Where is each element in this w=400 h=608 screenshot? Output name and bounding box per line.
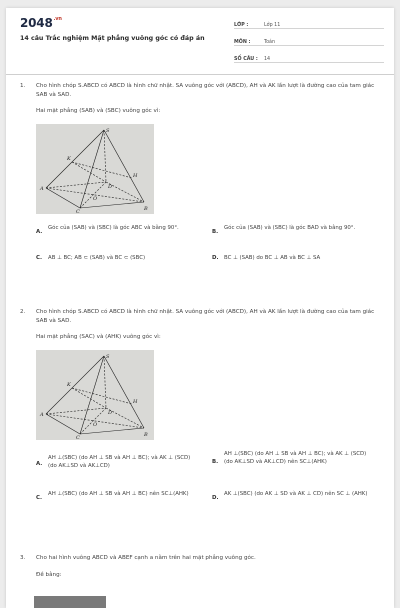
- question-prompt: Hai mặt phẳng (SAC) và (AHK) vuông góc vì:: [36, 334, 161, 340]
- question-stem: Cho hình chóp S.ABCD có ABCD là hình chữ nhật. SA vuông góc với (ABCD), AH và AK lần lượt là đường cao của tam giác SAB và SAD.: [36, 309, 375, 324]
- question-prompt: Đề bằng:: [36, 571, 62, 578]
- document-header: [6, 8, 394, 75]
- svg-text:K: K: [67, 381, 71, 388]
- svg-text:B: B: [144, 205, 148, 212]
- question-prompt: Hai mặt phẳng (SAB) và (SBC) vuông góc vì:: [36, 108, 161, 114]
- svg-text:O: O: [93, 421, 98, 428]
- option-b[interactable]: B. Góc của (SAB) và (SBC) là góc BAD và bằng 90°.: [212, 224, 356, 235]
- svg-text:D: D: [108, 183, 113, 190]
- figure-image-partial: [34, 596, 106, 608]
- svg-text:H: H: [133, 172, 138, 179]
- site-logo[interactable]: $2048^{.vn}$: [20, 16, 62, 30]
- document-page: [6, 8, 394, 608]
- pyramid-figure: [36, 124, 154, 214]
- svg-text:A: A: [40, 185, 44, 192]
- svg-text:C: C: [76, 434, 80, 440]
- svg-text:O: O: [93, 195, 98, 202]
- meta-question-count: SỐ CÂU : 14: [234, 50, 384, 63]
- svg-text:S: S: [106, 127, 110, 134]
- options-list: [36, 224, 380, 270]
- question-stem: Cho hai hình vuông ABCD và ABEF cạnh a nằm trên hai mặt phẳng vuông góc.: [36, 555, 256, 561]
- document-title: 14 câu Trắc nghiệm Mặt phẳng vuông góc có đáp án: [20, 35, 205, 42]
- svg-text:B: B: [144, 431, 148, 438]
- svg-text:A: A: [40, 411, 44, 418]
- svg-text:C: C: [76, 208, 80, 214]
- svg-text:S: S: [106, 353, 110, 360]
- option-c[interactable]: C. AH ⊥(SBC) (do AH ⊥ SB và AH ⊥ BC) nên SC⊥(AHK): [36, 490, 189, 501]
- meta-subject: MÔN : Toán: [234, 33, 384, 46]
- svg-text:H: H: [133, 398, 138, 405]
- document-meta: [234, 16, 384, 67]
- option-a[interactable]: A. Góc của (SAB) và (SBC) là góc ABC và bằng 90°.: [36, 224, 179, 235]
- options-list: [36, 450, 380, 516]
- question-stem: Cho hình chóp S.ABCD có ABCD là hình chữ nhật. SA vuông góc với (ABCD), AH và AK lần lượt là đường cao của tam giác SAB và SAD.: [36, 83, 375, 98]
- option-d[interactable]: D. BC ⊥ (SAB) do BC ⊥ AB và BC ⊥ SA: [212, 254, 321, 261]
- option-a[interactable]: A. AH ⊥(SBC) (do AH ⊥ SB và AH ⊥ BC); và AK ⊥ (SCD) (do AK⊥SD và AK⊥CD): [36, 454, 191, 469]
- question-3: 3. Cho hai hình vuông ABCD và ABEF cạnh a nằm trên hai mặt phẳng vuông góc. Đề bằng:: [20, 554, 380, 579]
- option-b[interactable]: B. AH ⊥(SBC) (do AH ⊥ SB và AH ⊥ BC); và AK ⊥ (SCD) (do AK⊥SD và AK⊥CD) nên SC⊥(AHK): [212, 450, 367, 465]
- question-2: 2. Cho hình chóp S.ABCD có ABCD là hình chữ nhật. SA vuông góc với (ABCD), AH và AK lần lượt là đường cao của tam giác SAB và SAD. Hai mặt phẳng (SAC) và (AHK) vuông góc vì: S A C B D K H O A. AH ⊥(SBC) (do AH ⊥ SB và AH ⊥ BC); và AK ⊥ (SCD) (do AK⊥SD và AK⊥CD) B. AH ⊥(SBC) (do AH ⊥ SB và AH ⊥ BC); và AK ⊥ (SCD) (do AK⊥SD và AK⊥CD) nên SC⊥(AHK) C. AH ⊥(SBC) (do AH ⊥ SB và AH ⊥ BC) nên SC⊥(AHK) D. AK ⊥(SBC) (do AK ⊥ SD và AK ⊥ CD) nên SC ⊥ (AHK): [20, 308, 380, 516]
- option-c[interactable]: C. AB ⊥ BC; AB ⊂ (SAB) và BC ⊂ (SBC): [36, 254, 146, 261]
- svg-text:D: D: [108, 409, 113, 416]
- option-d[interactable]: D. AK ⊥(SBC) (do AK ⊥ SD và AK ⊥ CD) nên SC ⊥ (AHK): [212, 490, 368, 501]
- svg-text:K: K: [67, 155, 71, 162]
- pyramid-figure: [36, 350, 154, 440]
- question-1: 1. Cho hình chóp S.ABCD có ABCD là hình chữ nhật. SA vuông góc với (ABCD), AH và AK lần lượt là đường cao của tam giác SAB và SAD. Hai mặt phẳng (SAB) và (SBC) vuông góc vì: S A C B D K H O A. Góc của (SAB) và (SBC) là góc ABC và bằng 90°. B. Góc của (SAB) và (SBC) là góc BAD và bằng 90°. C. AB ⊥ BC; AB ⊂ (SAB) và BC ⊂ (SBC) D. BC ⊥ (SAB) do BC ⊥ AB và BC ⊥ SA: [20, 82, 380, 270]
- meta-class: LỚP : Lớp 11: [234, 16, 384, 29]
